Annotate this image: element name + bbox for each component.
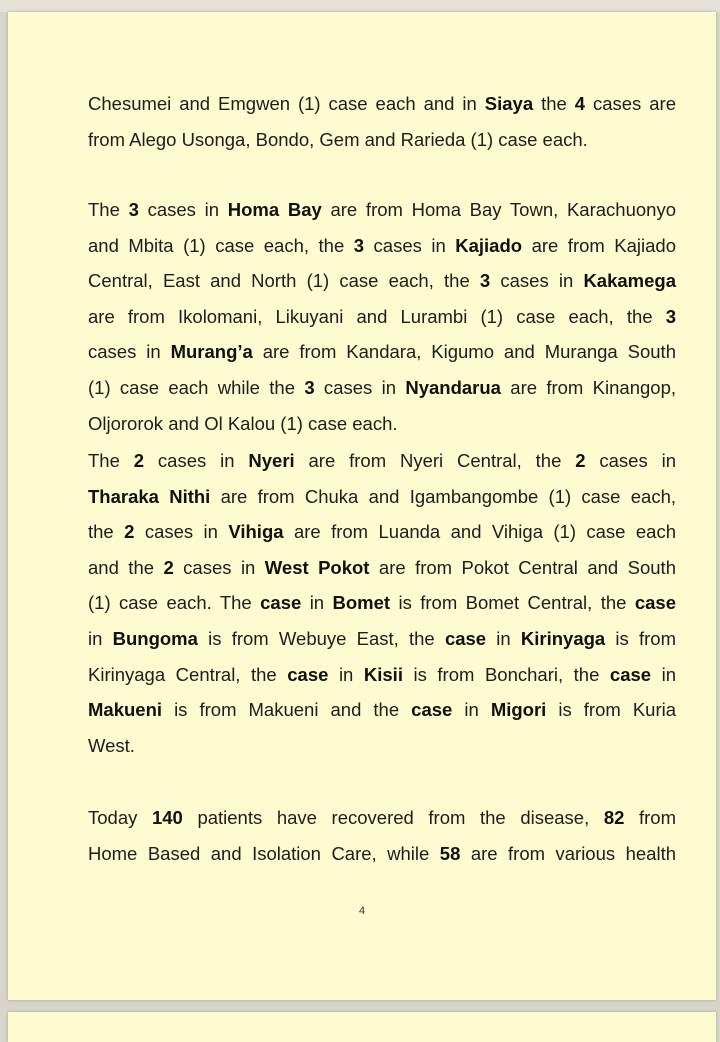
bold-text: 140	[151, 807, 183, 828]
text-run: and the	[88, 556, 164, 578]
text-run: is from Webuye East, the	[197, 627, 445, 649]
text-run: are from Ikolomani, Likuyani and Lurambi (1) case each, the	[88, 305, 666, 327]
text-run: is from Bomet Central, the	[390, 592, 635, 614]
bold-text: Kakamega	[583, 270, 676, 292]
text-run: are from Kajiado	[522, 234, 677, 256]
text-run: Today	[88, 807, 152, 828]
text-run: in	[88, 627, 113, 649]
text-run: patients have recovered from the disease,	[182, 807, 604, 828]
bold-text: 2	[124, 521, 135, 543]
bold-text: Migori	[490, 699, 547, 721]
text-run: are from Nyeri Central, the	[294, 450, 576, 471]
bold-text: case	[634, 592, 676, 614]
text-run: in	[328, 663, 364, 685]
text-run: cases in	[585, 450, 676, 471]
text-line	[88, 370, 676, 406]
text-line	[88, 228, 676, 264]
text-run: are from Kinangop,	[500, 376, 676, 398]
paragraph-nyeri-migori	[88, 443, 676, 763]
text-run: West.	[88, 734, 135, 756]
text-run: are from Chuka and Igambangombe (1) case each,	[210, 485, 676, 507]
bold-text: Kisii	[363, 663, 403, 685]
text-run: cases in	[314, 376, 406, 398]
bold-text: Siaya	[484, 93, 534, 114]
text-line	[88, 334, 676, 370]
text-line	[88, 122, 676, 158]
text-run: cases in	[490, 270, 584, 292]
text-run: in	[651, 663, 677, 685]
text-line	[88, 263, 676, 299]
bold-text: 2	[575, 450, 586, 471]
text-run: (1) case each while the	[88, 376, 305, 398]
bold-text: Nyandarua	[405, 376, 501, 398]
text-run: are from Homa Bay Town, Karachuonyo	[321, 199, 676, 220]
text-line	[88, 406, 676, 442]
paragraph-homa-bay-nyandarua	[88, 192, 676, 441]
text-run: The	[88, 450, 134, 471]
bold-text: Makueni	[88, 699, 163, 721]
bold-text: 3	[665, 305, 676, 327]
bold-text: 3	[353, 234, 365, 256]
bold-text: Bomet	[332, 592, 391, 614]
bold-text: 4	[574, 93, 586, 114]
bold-text: 3	[304, 376, 315, 398]
text-line	[88, 86, 676, 122]
text-run: the	[88, 521, 125, 543]
bold-text: Murang’a	[170, 341, 253, 363]
text-run: is from Bonchari, the	[402, 663, 610, 685]
bold-text: 82	[603, 807, 625, 828]
text-run: Central, East and North (1) case each, the	[88, 270, 480, 292]
text-run: Oljororok and Ol Kalou (1) case each.	[88, 412, 398, 434]
bold-text: case	[444, 627, 487, 649]
viewer-background-top	[0, 0, 720, 12]
text-line	[88, 550, 676, 586]
text-run: cases in	[134, 521, 229, 543]
text-line	[88, 479, 676, 515]
text-run: cases in	[144, 450, 249, 471]
text-run: the	[533, 93, 575, 114]
text-run: are from Pokot Central and South	[369, 556, 676, 578]
text-run: are from Kandara, Kigumo and Muranga South	[252, 341, 676, 363]
text-run: from	[624, 807, 677, 828]
text-run: cases in	[88, 341, 171, 363]
page-number: 4	[358, 905, 366, 917]
bold-text: West Pokot	[264, 556, 370, 578]
text-run: cases are	[585, 93, 676, 114]
bold-text: 2	[163, 556, 174, 578]
text-run: in	[301, 592, 333, 614]
paragraph-siaya	[88, 86, 676, 157]
bold-text: 3	[479, 270, 491, 292]
bold-text: case	[260, 592, 302, 614]
text-line	[88, 585, 676, 621]
text-run: from Alego Usonga, Bondo, Gem and Rarieda (1) case each.	[88, 128, 588, 150]
bold-text: case	[411, 699, 453, 721]
text-line	[88, 514, 676, 550]
bold-text: Kirinyaga	[520, 627, 606, 649]
text-run: Chesumei and Emgwen (1) case each and in	[88, 93, 485, 114]
paragraph-recoveries	[88, 800, 676, 871]
text-line	[88, 692, 676, 728]
text-run: and Mbita (1) case each, the	[88, 234, 354, 256]
text-run: The	[88, 199, 129, 220]
bold-text: case	[609, 663, 652, 685]
text-line	[88, 299, 676, 335]
text-run: cases in	[138, 199, 228, 220]
text-line	[88, 728, 676, 764]
text-run: in	[486, 627, 521, 649]
bold-text: Tharaka Nithi	[88, 485, 211, 507]
bold-text: Bungoma	[112, 627, 198, 649]
text-run: is from Kuria	[546, 699, 677, 721]
text-run: in	[452, 699, 491, 721]
bold-text: 58	[439, 842, 461, 864]
text-run: is from Makueni and the	[162, 699, 412, 721]
text-run: cases in	[364, 234, 456, 256]
text-line	[88, 443, 676, 479]
bold-text: Kajiado	[455, 234, 523, 256]
text-line	[88, 836, 676, 872]
bold-text: case	[287, 663, 329, 685]
text-run: are from various health	[460, 842, 677, 864]
text-run: Kirinyaga Central, the	[88, 663, 288, 685]
text-line	[88, 192, 676, 228]
bold-text: Vihiga	[228, 521, 284, 543]
bold-text: Homa Bay	[227, 199, 322, 220]
text-run: is from	[605, 627, 676, 649]
text-run: (1) case each. The	[88, 592, 261, 614]
text-run: Home Based and Isolation Care, while	[88, 842, 440, 864]
text-line	[88, 657, 676, 693]
next-document-page	[8, 1012, 716, 1042]
bold-text: 3	[128, 199, 139, 220]
text-run: cases in	[173, 556, 265, 578]
document-page	[8, 12, 716, 1000]
bold-text: Nyeri	[248, 450, 295, 471]
bold-text: 2	[133, 450, 145, 471]
text-line	[88, 800, 676, 836]
text-run: are from Luanda and Vihiga (1) case each	[283, 521, 676, 543]
text-line	[88, 621, 676, 657]
